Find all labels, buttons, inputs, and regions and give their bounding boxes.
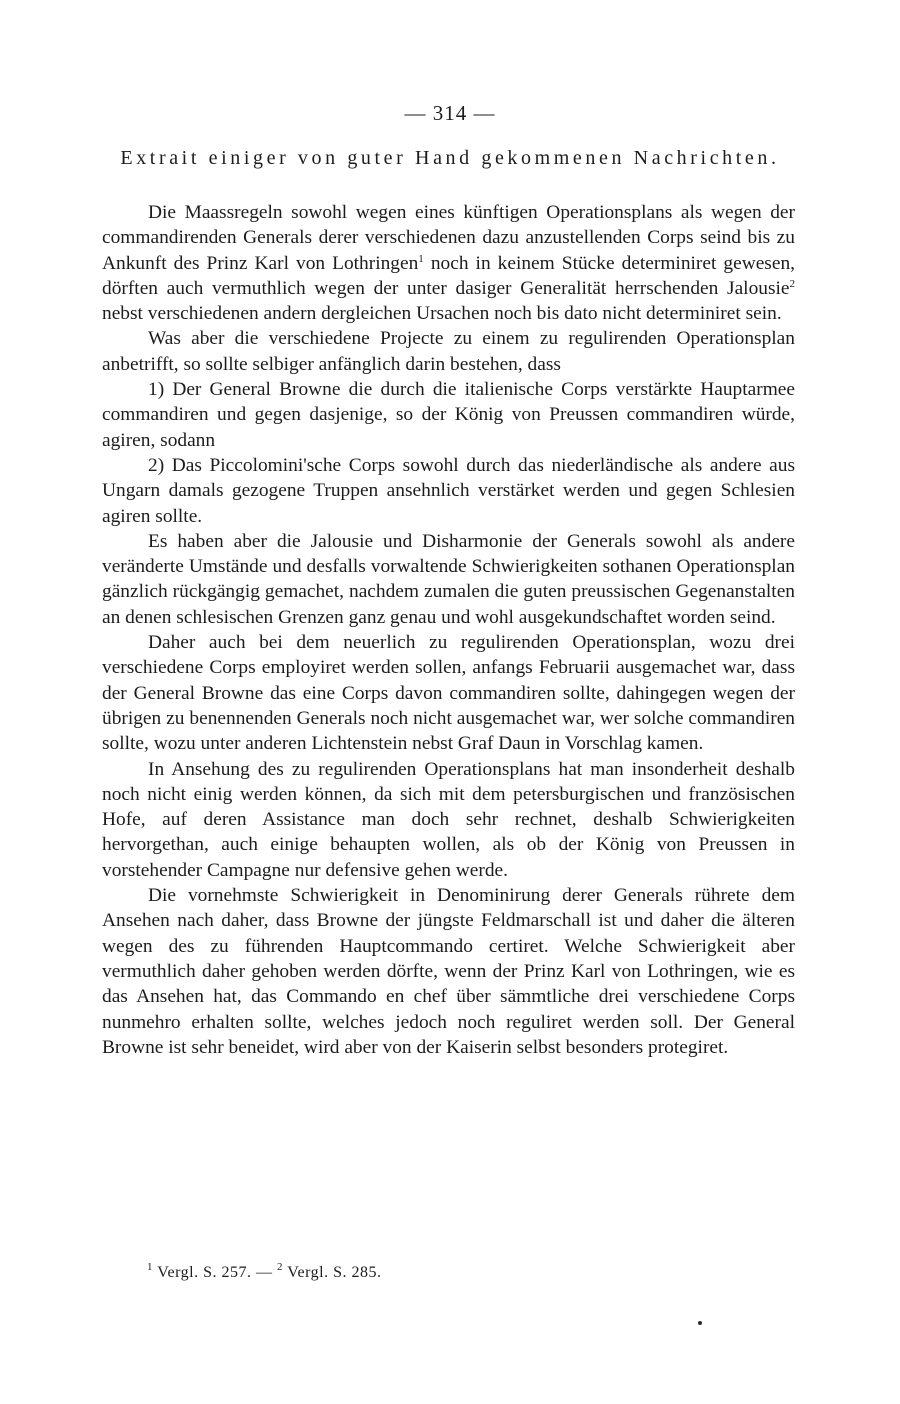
stray-ink-dot xyxy=(698,1321,702,1325)
section-title: Extrait einiger von guter Hand gekommenen Nachrichten. xyxy=(120,147,780,169)
list-item-2: 2) Das Piccolomini'sche Corps sowohl durch das niederländische als andere aus Ungarn damals gezogene Truppen ansehnlich verstärket werden und gegen Schlesien agiren sollte. xyxy=(102,454,795,527)
list-item-1: 1) Der General Browne die durch die italienische Corps verstärkte Hauptarmee commandiren und gegen dasjenige, so der König von Preussen commandiren würde, agiren, sodann xyxy=(102,379,795,451)
paragraph-2: Was aber die verschiedene Projecte zu einem zu regulirenden Operationsplan anbetrifft, so sollte selbiger anfänglich darin bestehen, dass xyxy=(102,328,795,375)
footnote-ref-2: 2 xyxy=(789,277,795,290)
main-text xyxy=(102,200,795,1060)
paragraph-5: In Ansehung des zu regulirenden Operationsplans hat man insonderheit deshalb noch nicht einig werden können, da sich mit dem petersburgischen und französischen Hofe, auf deren Assistance man doch sehr rechnet, deshalb Schwierigkeiten hervorgethan, auch einige behaupten wollen, als ob der König von Preussen in vorstehender Campagne nur defensive gehen werde. xyxy=(102,758,795,881)
footnote-1: Vergl. S. 257. — xyxy=(153,1264,277,1281)
paragraph-1-part-2: noch in keinem Stücke determiniret gewesen, dörften auch vermuthlich wegen der unter dasiger Generalität herrschenden Jalousie xyxy=(102,252,795,299)
paragraph-6: Die vornehmste Schwierigkeit in Denominirung derer Generals rührete dem Ansehen nach daher, dass Browne der jüngste Feldmarschall ist und daher die älteren wegen des zu führenden Hauptcommando certiret. Welche Schwierigkeit aber vermuthlich daher gehoben werden dörfte, wenn der Prinz Karl von Lothringen, wie es das Ansehen hat, das Commando en chef über sämmtliche drei verschiedene Corps nunmehro erhalten sollte, welches jedoch noch reguliret werden soll. Der General Browne ist sehr beneidet, wird aber von der Kaiserin selbst besonders protegiret. xyxy=(102,885,795,1058)
paragraph-3: Es haben aber die Jalousie und Disharmonie der Generals sowohl als andere veränderte Umstände und desfalls vorwaltende Schwierigkeiten sothanen Operationsplan gänzlich rückgängig gemachet, nachdem zumalen die guten preussischen Gegenanstalten an denen schlesischen Grenzen ganz genau und wohl ausgekundschaftet worden seind. xyxy=(102,530,795,628)
footnote-2: Vergl. S. 285. xyxy=(282,1264,382,1281)
page-number: — 314 — xyxy=(404,101,496,125)
paragraph-4: Daher auch bei dem neuerlich zu regulirenden Operationsplan, wozu drei verschiedene Corps employiret werden sollen, anfangs Februarii ausgemachet war, dass der General Browne das eine Corps davon commandiren sollte, dahingegen wegen der übrigen zu benennenden Generals noch nicht ausgemachet war, wer solche commandiren sollte, wozu unter anderen Lichtenstein nebst Graf Daun in Vorschlag kamen. xyxy=(102,632,795,755)
footnotes xyxy=(147,1261,382,1282)
footnote-marker-2: 2 xyxy=(276,1261,283,1273)
paragraph-1 xyxy=(102,200,795,326)
paragraph-1-part-3: nebst verschiedenen andern dergleichen Ursachen noch bis dato nicht determiniret sein. xyxy=(102,303,782,325)
footnote-ref-1: 1 xyxy=(418,252,424,265)
footnote-marker-1: 1 xyxy=(147,1261,153,1273)
paragraph-1-part-1: Die Maassregeln sowohl wegen eines künftigen Operationsplans als wegen der commandirenden Generals derer verschiedenen dazu anzustellenden Corps seind bis zu Ankunft des Prinz Karl von Lothringen xyxy=(102,202,795,274)
